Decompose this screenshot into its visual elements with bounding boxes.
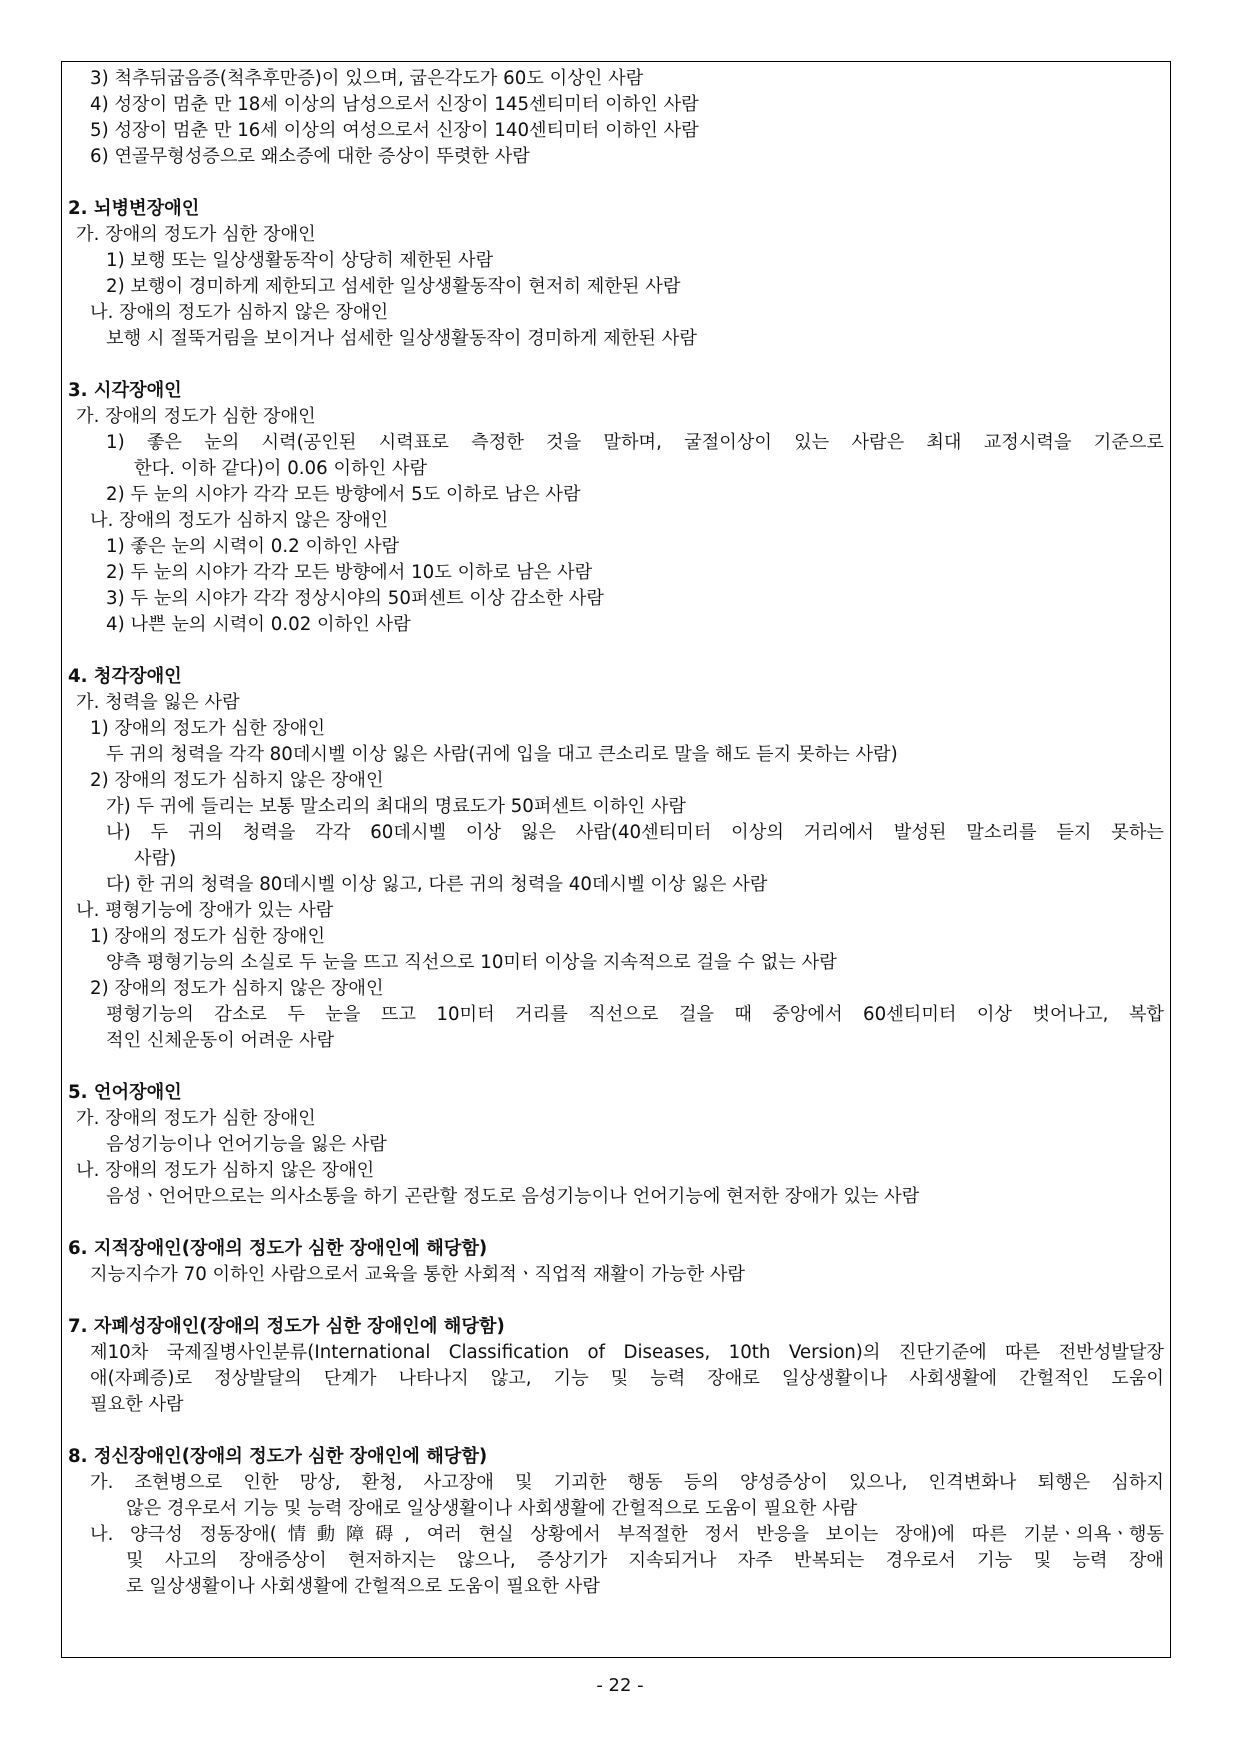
text-line: 적인 신체운동이 어려운 사람 [106,1030,335,1051]
section-heading: 5. 언어장애인 [68,1082,182,1103]
text-line: 한다. 이하 같다)이 0.06 이하인 사람 [134,458,428,479]
text-line: 사람) [134,848,177,869]
text-line: 보행 시 절뚝거림을 보이거나 섬세한 일상생활동작이 경미하게 제한된 사람 [106,328,697,349]
section-heading: 2. 뇌병변장애인 [68,198,200,219]
text-line: 제10차 국제질병사인분류(International Classification of Diseases, 10th Version)의 진단기준에 따른 전반성발달장 [90,1342,1164,1363]
text-line: 1) 좋은 눈의 시력이 0.2 이하인 사람 [106,536,400,557]
text-line: 가. 장애의 정도가 심한 장애인 [76,406,316,427]
text-line: 2) 장애의 정도가 심하지 않은 장애인 [90,770,384,791]
text-line: 가. 장애의 정도가 심한 장애인 [76,224,316,245]
text-line: 로 일상생활이나 사회생활에 간헐적으로 도움이 필요한 사람 [126,1576,600,1597]
text-line: 2) 장애의 정도가 심하지 않은 장애인 [90,978,384,999]
text-line: 양측 평형기능의 소실로 두 눈을 뜨고 직선으로 10미터 이상을 지속적으로 걸을 수 없는 사람 [106,952,837,973]
text-line: 2) 두 눈의 시야가 각각 모든 방향에서 5도 이하로 남은 사람 [106,484,581,505]
text-line: 나. 장애의 정도가 심하지 않은 장애인 [76,1160,375,1181]
text-line: 지능지수가 70 이하인 사람으로서 교육을 통한 사회적ㆍ직업적 재활이 가능한 사람 [90,1264,745,1285]
text-line: 가. 청력을 잃은 사람 [76,692,240,713]
section-heading: 4. 청각장애인 [68,666,182,687]
section-heading: 3. 시각장애인 [68,380,182,401]
text-line: 1) 장애의 정도가 심한 장애인 [90,718,326,739]
section-heading: 7. 자폐성장애인(장애의 정도가 심한 장애인에 해당함) [68,1316,505,1337]
text-line: 평형기능의 감소로 두 눈을 뜨고 10미터 거리를 직선으로 걸을 때 중앙에서 60센티미터 이상 벗어나고, 복합 [106,1004,1164,1025]
text-line: 않은 경우로서 기능 및 능력 장애로 일상생활이나 사회생활에 간헐적으로 도움이 필요한 사람 [126,1498,858,1519]
text-line: 2) 보행이 경미하게 제한되고 섬세한 일상생활동작이 현저히 제한된 사람 [106,276,681,297]
text-line: 나) 두 귀의 청력을 각각 60데시벨 이상 잃은 사람(40센티미터 이상의 거리에서 발성된 말소리를 듣지 못하는 [106,822,1164,843]
text-line: 나. 장애의 정도가 심하지 않은 장애인 [90,510,389,531]
text-line: 가. 장애의 정도가 심한 장애인 [76,1108,316,1129]
section-heading: 6. 지적장애인(장애의 정도가 심한 장애인에 해당함) [68,1238,488,1259]
text-line: 6) 연골무형성증으로 왜소증에 대한 증상이 뚜렷한 사람 [90,146,530,167]
text-line: 1) 장애의 정도가 심한 장애인 [90,926,326,947]
text-line: 음성ㆍ언어만으로는 의사소통을 하기 곤란할 정도로 음성기능이나 언어기능에 현저한 장애가 있는 사람 [106,1186,920,1207]
text-line: 애(자폐증)로 정상발달의 단계가 나타나지 않고, 기능 및 능력 장애로 일상생활이나 사회생활에 간헐적인 도움이 [90,1368,1164,1389]
text-line: 1) 보행 또는 일상생활동작이 상당히 제한된 사람 [106,250,494,271]
text-line: 2) 두 눈의 시야가 각각 모든 방향에서 10도 이하로 남은 사람 [106,562,593,583]
text-line: 음성기능이나 언어기능을 잃은 사람 [106,1134,387,1155]
text-line: 두 귀의 청력을 각각 80데시벨 이상 잃은 사람(귀에 입을 대고 큰소리로 말을 해도 듣지 못하는 사람) [106,744,898,765]
section-heading: 8. 정신장애인(장애의 정도가 심한 장애인에 해당함) [68,1446,488,1467]
text-line: 3) 두 눈의 시야가 각각 정상시야의 50퍼센트 이상 감소한 사람 [106,588,604,609]
text-line: 필요한 사람 [90,1394,184,1415]
text-line: 및 사고의 장애증상이 현저하지는 않으나, 증상기가 지속되거나 자주 반복되는 경우로서 기능 및 능력 장애 [126,1550,1164,1571]
document-frame [61,61,1171,1658]
text-line: 4) 나쁜 눈의 시력이 0.02 이하인 사람 [106,614,411,635]
text-line: 5) 성장이 멈춘 만 16세 이상의 여성으로서 신장이 140센티미터 이하인 사람 [90,120,699,141]
text-line: 다) 한 귀의 청력을 80데시벨 이상 잃고, 다른 귀의 청력을 40데시벨 이상 잃은 사람 [106,874,768,895]
text-line: 나. 장애의 정도가 심하지 않은 장애인 [90,302,389,323]
text-line: 나. 양극성 정동장애(情動障碍, 여러 현실 상황에서 부적절한 정서 반응을 보이는 장애)에 따른 기분ㆍ의욕ㆍ행동 [90,1524,1164,1545]
text-line: 나. 평형기능에 장애가 있는 사람 [76,900,334,921]
page-number: - 22 - [596,1675,644,1696]
text-line: 가) 두 귀에 들리는 보통 말소리의 최대의 명료도가 50퍼센트 이하인 사람 [106,796,686,817]
text-line: 가. 조현병으로 인한 망상, 환청, 사고장애 및 기괴한 행동 등의 양성증상이 있으나, 인격변화나 퇴행은 심하지 [90,1472,1164,1493]
text-line: 4) 성장이 멈춘 만 18세 이상의 남성으로서 신장이 145센티미터 이하인 사람 [90,94,699,115]
text-line: 1) 좋은 눈의 시력(공인된 시력표로 측정한 것을 말하며, 굴절이상이 있는 사람은 최대 교정시력을 기준으로 [106,432,1164,453]
text-line: 3) 척추뒤굽음증(척추후만증)이 있으며, 굽은각도가 60도 이상인 사람 [90,68,644,89]
